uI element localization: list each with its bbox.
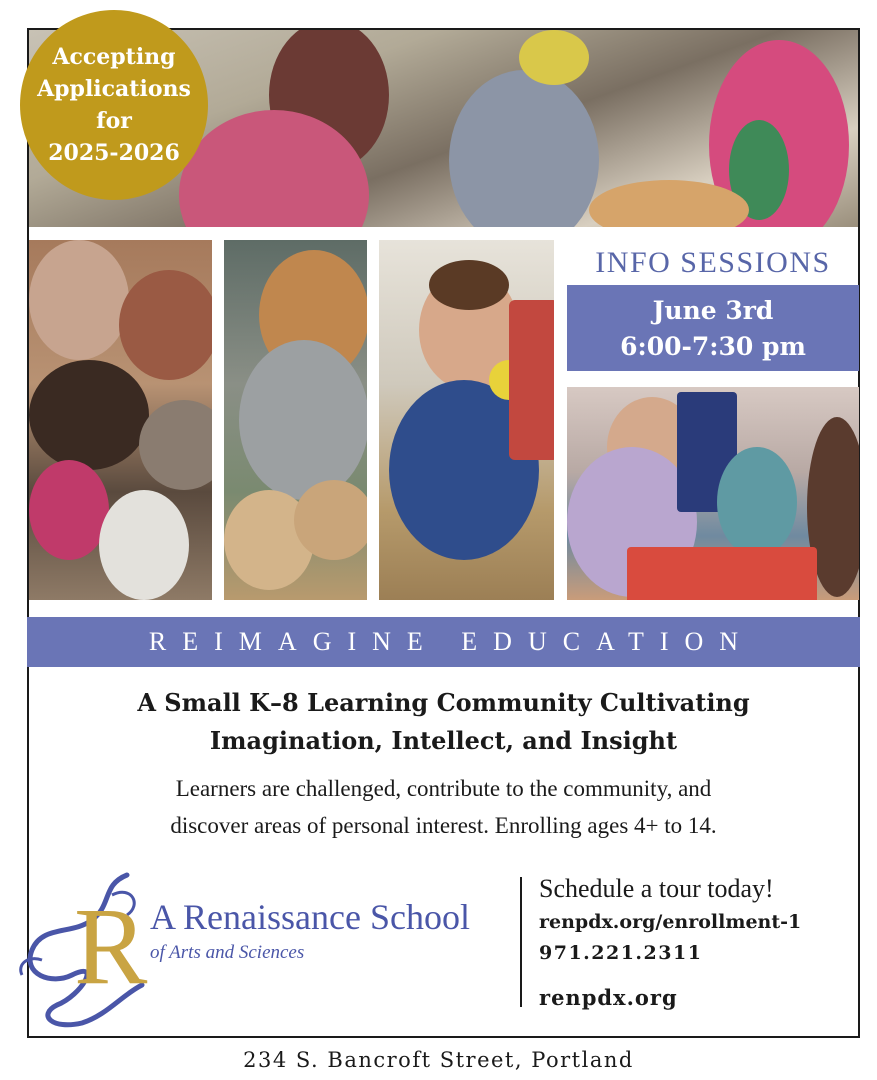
headline-line-1: A Small K–8 Learning Community Cultivating (137, 688, 750, 717)
reimagine-education-banner (27, 617, 860, 667)
boy-with-magnifier-photo (379, 240, 554, 600)
contact-divider (520, 877, 522, 1007)
school-subtitle: of Arts and Sciences (150, 942, 305, 963)
description-line-1: Learners are challenged, contribute to the community, and (175, 776, 712, 801)
banner-text: REIMAGINE EDUCATION (148, 627, 755, 656)
website-link[interactable]: renpdx.org (539, 985, 678, 1010)
enrollment-link[interactable]: renpdx.org/enrollment-1 (539, 911, 802, 933)
accepting-applications-badge (20, 10, 208, 200)
badge-line-3: for (96, 108, 132, 134)
headline-line-2: Imagination, Intellect, and Insight (209, 726, 678, 755)
phone-number[interactable]: 971.221.2311 (539, 942, 703, 964)
info-sessions-heading: INFO SESSIONS (595, 246, 831, 279)
school-name: A Renaissance School (150, 897, 470, 937)
school-address: 234 S. Bancroft Street, Portland (243, 1048, 634, 1072)
info-session-date: June 3rd (652, 296, 774, 325)
description (27, 770, 860, 844)
badge-line-2: Applications (37, 76, 191, 102)
badge-line-4: 2025-2026 (48, 140, 180, 166)
headline (27, 684, 860, 760)
reading-book-photo (567, 387, 859, 600)
info-session-box (567, 285, 859, 371)
microscope-kids-photo (29, 240, 212, 600)
badge-line-1: Accepting (52, 44, 176, 70)
schedule-tour-text: Schedule a tour today! (539, 874, 774, 903)
description-line-2: discover areas of personal interest. Enrolling ages 4+ to 14. (170, 813, 717, 838)
logo-monogram: R (74, 885, 148, 1007)
cardboard-craft-photo (224, 240, 367, 600)
info-session-time: 6:00-7:30 pm (620, 332, 806, 361)
